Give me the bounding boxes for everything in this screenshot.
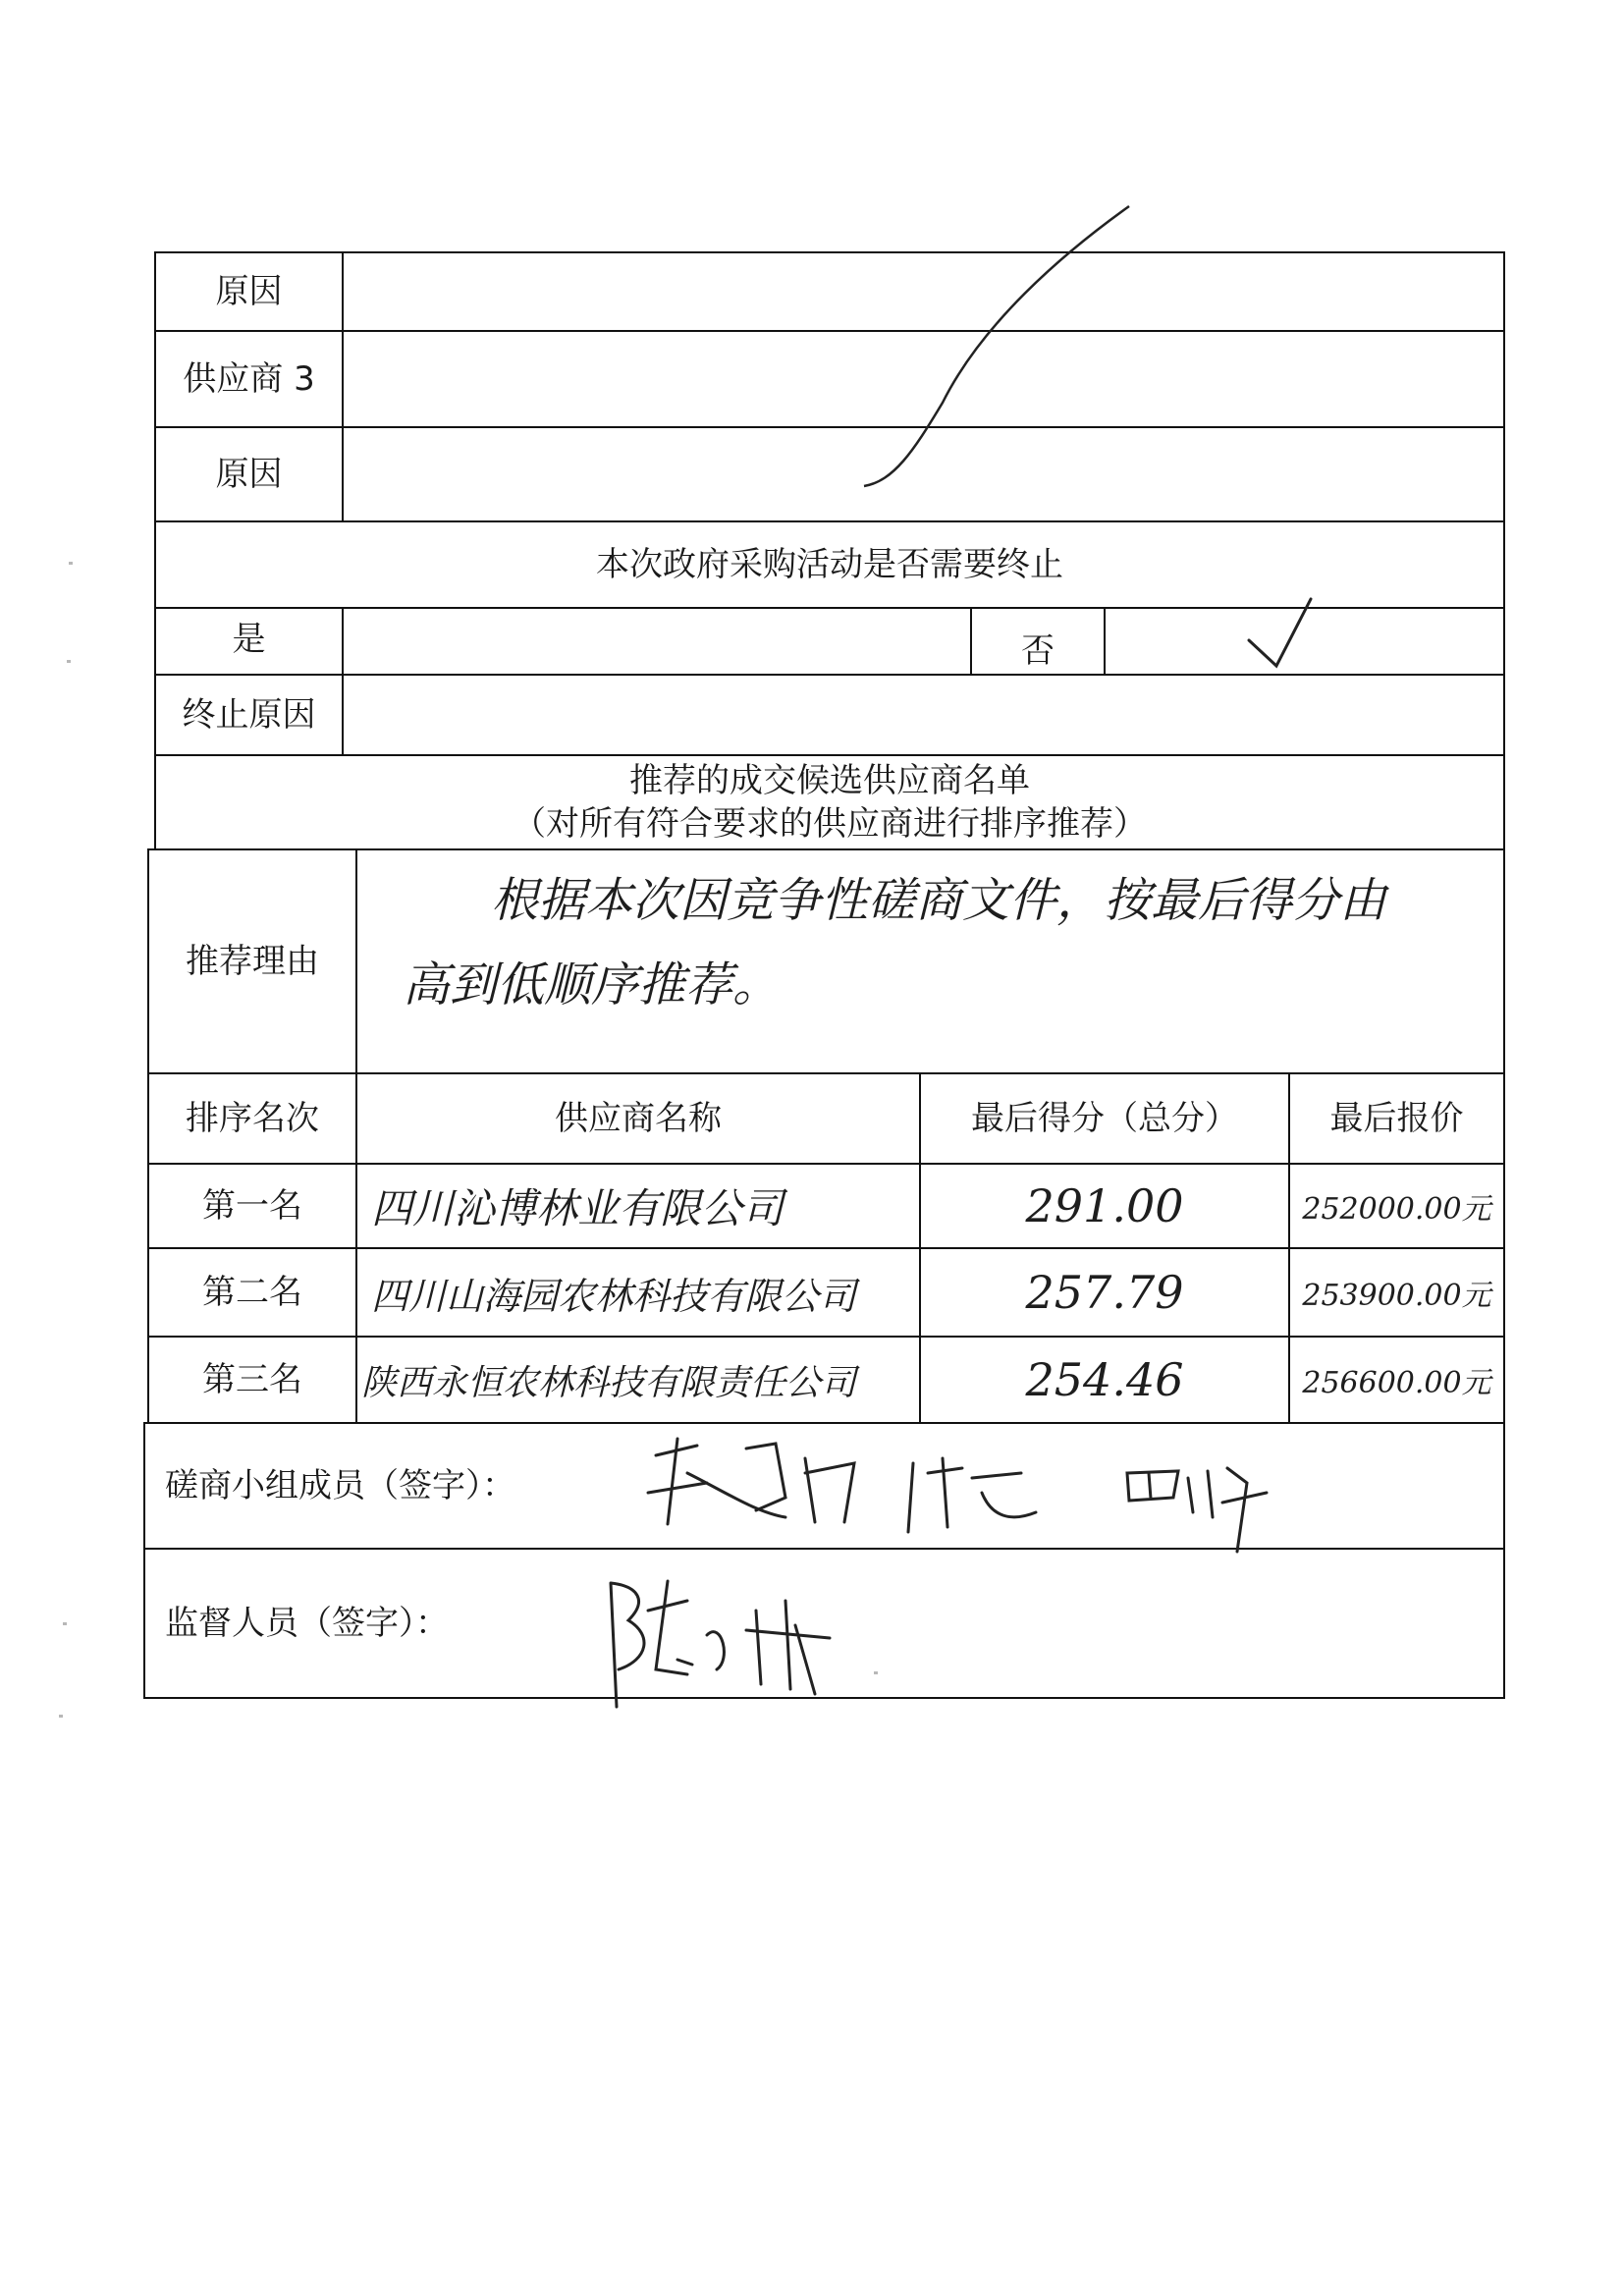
scan-speck xyxy=(874,1671,878,1674)
rule xyxy=(154,426,1505,428)
rule xyxy=(154,607,1505,609)
rule-bottom xyxy=(143,1697,1505,1699)
header-supplier: 供应商名称 xyxy=(555,1098,722,1138)
table-row-price: 256600.00元 xyxy=(1302,1366,1491,1400)
panel-signature-3 xyxy=(1127,1468,1267,1552)
supervisor-signature-label: 监督人员（签字）： xyxy=(165,1603,449,1643)
col-divider xyxy=(1104,607,1106,674)
scan-speck xyxy=(59,1715,63,1718)
reason-1-label: 原因 xyxy=(215,271,283,311)
table-row-rank: 第二名 xyxy=(202,1272,302,1312)
recommend-reason-label: 推荐理由 xyxy=(186,941,319,981)
yes-label: 是 xyxy=(232,619,266,659)
col-divider xyxy=(342,607,344,754)
panel-signature-label: 磋商小组成员（签字）： xyxy=(165,1465,515,1505)
recommend-subtitle: （对所有符合要求的供应商进行排序推荐） xyxy=(513,803,1147,844)
scan-speck xyxy=(63,1622,67,1625)
table-row-rank: 第三名 xyxy=(202,1359,302,1399)
table-row-score: 291.00 xyxy=(1025,1179,1184,1232)
header-score: 最后得分（总分） xyxy=(971,1098,1238,1138)
terminate-reason-label: 终止原因 xyxy=(182,694,316,735)
table-row-rank: 第一名 xyxy=(202,1185,302,1226)
table-row-score: 257.79 xyxy=(1025,1266,1184,1319)
strike-through-mark xyxy=(864,206,1129,486)
table-row-supplier: 四川沁博林业有限公司 xyxy=(371,1184,784,1232)
recommend-reason-line-1: 根据本次因竞争性磋商文件，按最后得分由 xyxy=(491,872,1387,928)
rule xyxy=(154,330,1505,332)
rule-top xyxy=(154,251,1505,253)
recommend-reason-line-2: 高到低顺序推荐。 xyxy=(403,957,781,1012)
checkmark-icon xyxy=(1249,599,1311,666)
no-label: 否 xyxy=(1021,630,1055,671)
header-price: 最后报价 xyxy=(1329,1098,1464,1138)
recommend-title: 推荐的成交候选供应商名单 xyxy=(629,760,1030,800)
col-divider xyxy=(342,251,344,520)
terminate-question: 本次政府采购活动是否需要终止 xyxy=(596,544,1063,584)
table-row-supplier: 陕西永恒农林科技有限责任公司 xyxy=(361,1362,857,1403)
table-row-price: 252000.00元 xyxy=(1302,1192,1491,1227)
reason-2-label: 原因 xyxy=(215,454,283,494)
panel-signature-2 xyxy=(908,1458,1036,1532)
header-rank: 排序名次 xyxy=(186,1098,319,1138)
table-row-price: 253900.00元 xyxy=(1302,1279,1491,1313)
rule xyxy=(154,674,1505,676)
table-row-score: 254.46 xyxy=(1025,1353,1184,1406)
scan-speck xyxy=(67,660,71,663)
border-right xyxy=(1503,251,1505,1699)
scan-speck xyxy=(69,562,73,565)
table-row-supplier: 四川山海园农林科技有限公司 xyxy=(371,1274,857,1318)
supplier-3-label: 供应商 3 xyxy=(183,358,315,399)
